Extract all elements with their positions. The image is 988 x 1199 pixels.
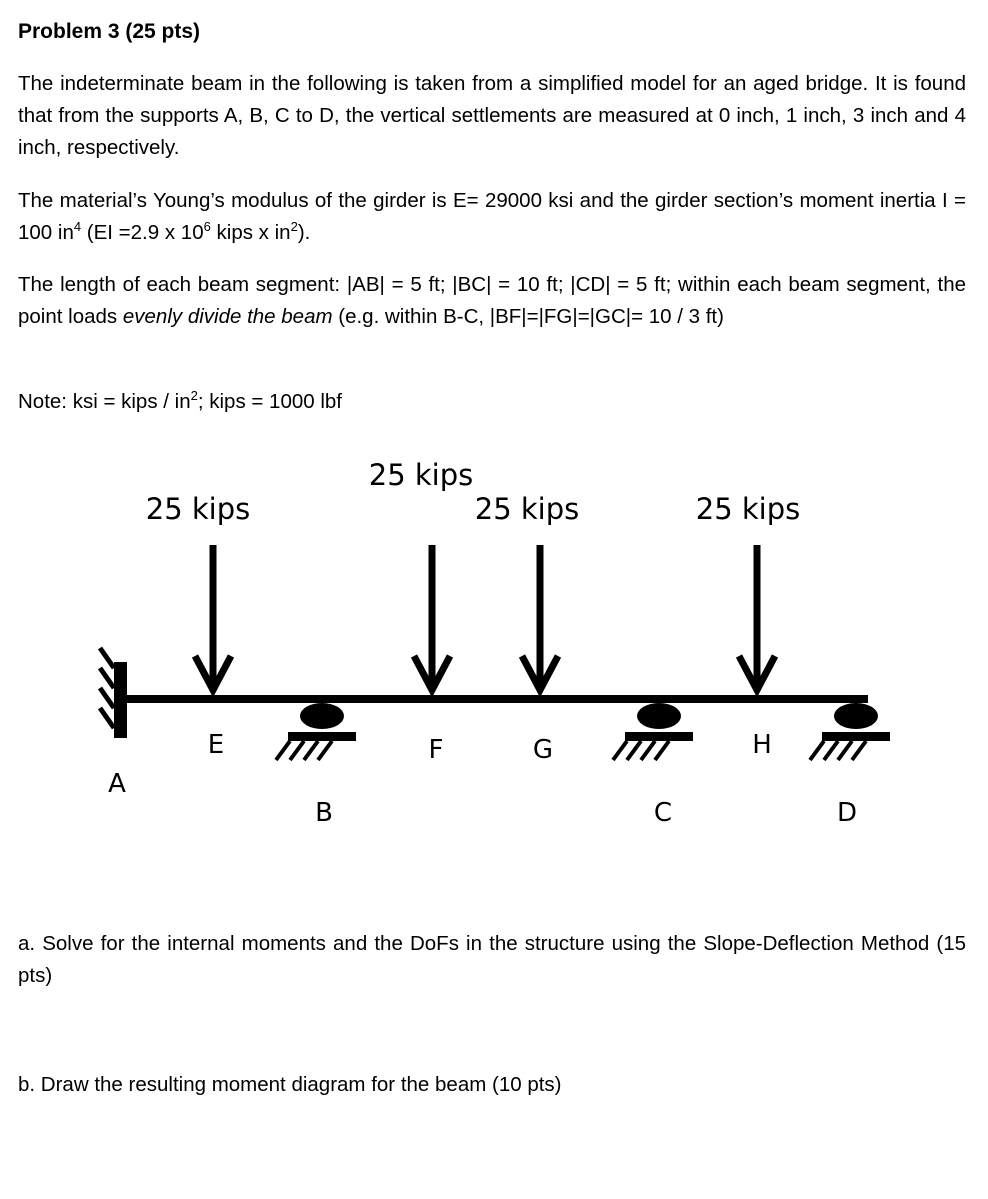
roller-support-c xyxy=(613,703,693,760)
point-label-c: C xyxy=(653,798,673,828)
point-label-b: B xyxy=(315,798,333,828)
roller-support-d xyxy=(810,703,890,760)
load-label-h: 25 kips xyxy=(695,492,801,526)
load-label-g: 25 kips xyxy=(474,492,580,526)
beam xyxy=(120,695,868,703)
point-label-f: F xyxy=(428,735,444,765)
problem-title: Problem 3 (25 pts) xyxy=(18,20,201,43)
length-emphasis: evenly divide the beam xyxy=(122,305,333,328)
material-exponent-1: 4 xyxy=(73,219,82,235)
point-label-a: A xyxy=(108,769,126,799)
load-arrow-h xyxy=(739,545,775,690)
note-text-2: ; kips = 1000 lbf xyxy=(197,390,343,413)
point-label-h: H xyxy=(752,730,772,760)
length-text-2: (e.g. within B-C, |BF|=|FG|=|GC|= 10 / 3 ft) xyxy=(332,305,724,328)
load-arrow-f xyxy=(414,545,450,690)
question-b: b. Draw the resulting moment diagram for the beam (10 pts) xyxy=(18,1073,562,1096)
beam-diagram xyxy=(0,440,988,840)
length-text-1: The length of each beam segment: |AB| = 5 ft; |BC| = 10 ft; |CD| = 5 ft; within each beam segment, the point loads xyxy=(18,273,966,328)
load-arrow-g xyxy=(522,545,558,690)
roller-support-b xyxy=(276,703,356,760)
note-paragraph xyxy=(18,386,966,418)
load-label-f: 25 kips xyxy=(368,458,474,492)
point-label-d: D xyxy=(836,798,858,828)
material-exponent-2: 6 xyxy=(203,219,211,235)
note-text-1: Note: ksi = kips / in xyxy=(18,390,191,413)
point-label-e: E xyxy=(207,730,225,760)
load-arrow-e xyxy=(195,545,231,690)
load-label-e: 25 kips xyxy=(145,492,251,526)
fixed-support-a xyxy=(100,648,127,738)
material-text-2: (EI =2.9 x 10 xyxy=(81,221,204,244)
material-text-3: kips x in xyxy=(210,221,291,244)
length-paragraph xyxy=(18,269,966,333)
note-exponent: 2 xyxy=(190,388,198,404)
material-text-4: ). xyxy=(297,221,311,244)
material-exponent-3: 2 xyxy=(290,219,298,235)
point-label-g: G xyxy=(532,735,554,765)
material-paragraph xyxy=(18,185,966,249)
material-text-1: The material’s Young’s modulus of the girder is E= 29000 ksi and the girder section’s moment inertia I = 100 in xyxy=(18,189,966,244)
intro-paragraph: The indeterminate beam in the following is taken from a simplified model for an aged bridge. It is found that from the supports A, B, C to D, the vertical settlements are measured at 0 inch, 1 inch, 3 inch and 4 inch, respectively. xyxy=(18,72,966,159)
question-a: a. Solve for the internal moments and the DoFs in the structure using the Slope-Deflection Method (15 pts) xyxy=(18,932,966,987)
